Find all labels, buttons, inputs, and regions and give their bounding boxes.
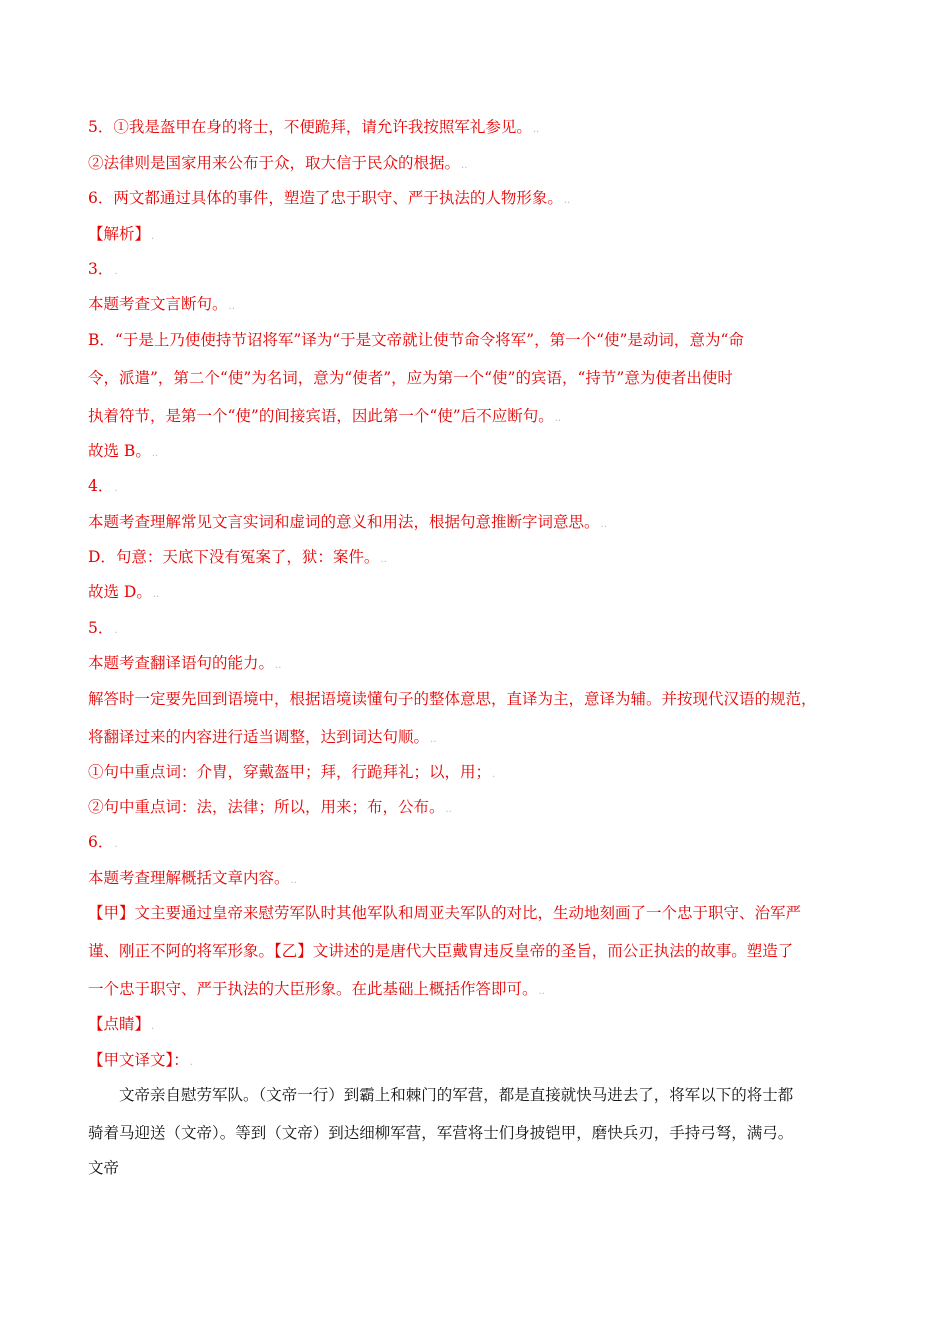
analysis-6-number: 6．. [88, 833, 118, 851]
analysis-5-keywords-1: ①句中重点词：介胄，穿戴盔甲；拜，行跪拜礼；以，用；. [88, 763, 496, 781]
analysis-5-keywords-2: ②句中重点词：法，法律；所以，用来；布，公布。.. [88, 798, 452, 816]
translation-line-1: 文帝亲自慰劳军队。（文帝一行）到霸上和棘门的军营，都是直接就快马进去了，将军以下的将士都 [119, 1086, 794, 1104]
analysis-3-para-line-1: B．“于是上乃使使持节诏将军”译为“于是文帝就让使节命令将军”，第一个“使”是动词，意为“命 [88, 331, 744, 349]
analysis-6-para-line-3: 一个忠于职守、严于执法的大臣形象。在此基础上概括作答即可。.. [88, 980, 545, 998]
analysis-6-para-line-2: 谨、刚正不阿的将军形象。【乙】文讲述的是唐代大臣戴胄违反皇帝的圣旨，而公正执法的故事。塑造了 [88, 942, 794, 960]
answer-5-sentence-1: 5．①我是盔甲在身的将士，不便跪拜，请允许我按照军礼参见。.. [88, 118, 540, 136]
analysis-5-para-line-2: 将翻译过来的内容进行适当调整，达到词达句顺。.. [88, 728, 437, 746]
analysis-4-number: 4．. [88, 477, 118, 495]
analysis-heading: 【解析】. [88, 225, 155, 243]
answer-5-sentence-2: ②法律则是国家用来公布于众，取大信于民众的根据。.. [88, 154, 468, 172]
jia-translation-heading: 【甲文译文】：. [88, 1051, 193, 1069]
answer-6: 6．两文都通过具体的事件，塑造了忠于职守、严于执法的人物形象。.. [88, 189, 571, 207]
analysis-4-topic: 本题考查理解常见文言实词和虚词的意义和用法，根据句意推断字词意思。.. [88, 513, 607, 531]
analysis-3-number: 3．. [88, 260, 118, 278]
translation-line-3: 文帝 [88, 1159, 120, 1177]
dianjing-heading: 【点睛】. [88, 1015, 155, 1033]
analysis-3-choice: 故选 B。.. [88, 442, 159, 460]
analysis-5-topic: 本题考查翻译语句的能力。.. [88, 654, 282, 672]
translation-line-2: 骑着马迎送（文帝）。等到（文帝）到达细柳军营，军营将士们身披铠甲，磨快兵刃，手持弓弩，满弓。 [88, 1124, 794, 1142]
analysis-4-choice: 故选 D。.. [88, 583, 160, 601]
analysis-6-topic: 本题考查理解概括文章内容。.. [88, 869, 297, 887]
analysis-3-para-line-3: 执着符节，是第一个“使”的间接宾语，因此第一个“使”后不应断句。.. [88, 407, 562, 425]
analysis-3-para-line-2: 令，派遣”，第二个“使”为名词，意为“使者”，应为第一个“使”的宾语，“持节”意为使者出使时 [88, 369, 733, 387]
analysis-3-topic: 本题考查文言断句。.. [88, 295, 235, 313]
analysis-5-para-line-1: 解答时一定要先回到语境中，根据语境读懂句子的整体意思，直译为主，意译为辅。并按现代汉语的规范， [88, 690, 817, 708]
analysis-5-number: 5．. [88, 619, 118, 637]
analysis-6-para-line-1: 【甲】文主要通过皇帝来慰劳军队时其他军队和周亚夫军队的对比，生动地刻画了一个忠于职守、治军严 [88, 904, 802, 922]
analysis-4-explanation: D．句意：天底下没有冤案了，狱：案件。.. [88, 548, 387, 566]
